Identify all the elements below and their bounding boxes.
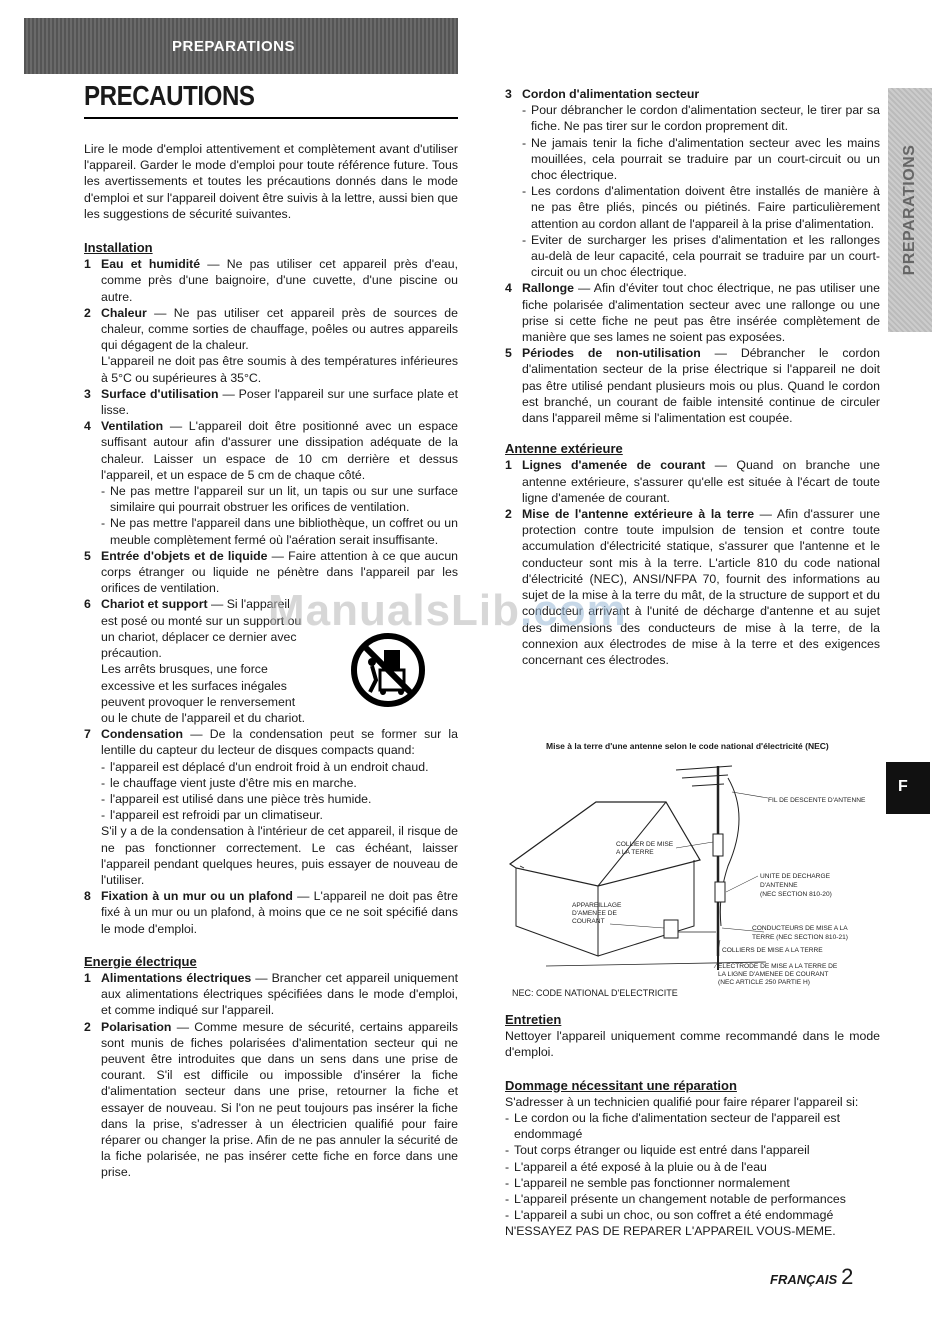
item-title: Chariot et support	[101, 597, 208, 612]
item-body	[101, 1019, 458, 1181]
page-title: PRECAUTIONS	[84, 80, 255, 111]
item-title: Alimentations électriques	[101, 970, 252, 985]
sub-text: l'appareil est déplacé d'un endroit froid à un endroit chaud.	[110, 759, 429, 774]
sub-item	[101, 759, 458, 775]
energie-heading: Energie électrique	[84, 953, 197, 969]
item-body	[101, 418, 458, 548]
sub-item	[101, 483, 458, 515]
sub-item	[101, 791, 458, 807]
item-number: 1	[84, 970, 91, 985]
label-app-2: D'AMENEE DE	[572, 910, 617, 917]
item-body	[522, 86, 880, 280]
label-app-3: COURANT	[572, 918, 605, 925]
item-body	[522, 457, 880, 506]
item-text: — Afin d'éviter tout choc électrique, ne pas utiliser une fiche polarisée d'alimentation secteur avec une rallonge ou une prise si cette fiche ne peut pas être insérée complètement de manière que ses lames ne soient pas exposées.	[522, 281, 880, 345]
watermark-text: ManualsLib	[268, 586, 521, 635]
item-number: 5	[505, 346, 512, 361]
item-number: 8	[84, 889, 91, 904]
item-text: — Faire attention à ce que aucun corps étranger ou liquide ne pénètre dans l'appareil par les orifices de ventilation.	[101, 548, 458, 596]
item-body	[101, 970, 458, 1019]
item-text: — Débrancher le cordon d'alimentation secteur de la prise électrique si l'appareil ne doit pas être utilisé pendant plusieurs mois ou plus. Quand le cordon est branché, un courant de faible intensité continue de circuler dans l'appareil même si l'alimentation est coupée.	[522, 346, 881, 426]
label-unit-3: (NEC SECTION 810-20)	[760, 891, 832, 898]
list-item	[84, 726, 458, 888]
item-title: Mise de l'antenne extérieure à la terre	[522, 507, 755, 522]
item-body	[101, 888, 458, 937]
label-app-1: APPAREILLAGE	[572, 902, 622, 909]
list-item	[84, 386, 458, 418]
installation-heading: Installation	[84, 240, 153, 256]
antenna-grounding-diagram	[506, 756, 866, 988]
nec-note: NEC: CODE NATIONAL D'ELECTRICITE	[512, 988, 678, 998]
item-extra: S'il y a de la condensation à l'intérieur de cet appareil, il risque de ne pas fonctionner correctement. Le cas échéant, laisser l'appareil pendant quelques heures, puis essayer de nouveau de l'utiliser.	[101, 824, 458, 887]
dommage-warning: N'ESSAYEZ PAS DE REPARER L'APPAREIL VOUS-MEME.	[505, 1224, 836, 1239]
sub-dash: -	[522, 232, 527, 247]
item-body	[522, 345, 880, 426]
sub-dash: -	[505, 1208, 510, 1223]
sub-dash: -	[101, 775, 106, 790]
entretien-text: Nettoyer l'appareil uniquement comme recommandé dans le mode d'emploi.	[505, 1029, 880, 1060]
label-elec-1: ELECTRODE DE MISE A LA TERRE DE	[718, 963, 838, 970]
sub-text: l'appareil est refroidi par un climatiseur.	[110, 808, 323, 823]
sub-item	[101, 807, 458, 823]
list-item	[505, 280, 880, 345]
watermark-domain: .com	[520, 586, 627, 635]
dommage-heading: Dommage nécessitant une réparation	[505, 1077, 737, 1093]
sub-dash: -	[101, 759, 106, 774]
item-number: 2	[84, 305, 91, 320]
label-cond-2: TERRE (NEC SECTION 810-21)	[752, 934, 848, 941]
list-item	[84, 256, 458, 305]
item-body	[101, 726, 458, 888]
label-clamps: COLLIERS DE MISE A LA TERRE	[722, 947, 823, 954]
sub-dash: -	[505, 1111, 510, 1126]
sub-dash: -	[101, 484, 106, 499]
item-body	[101, 256, 458, 305]
item-text: — Poser l'appareil sur une surface plate et lisse.	[101, 386, 459, 418]
item-text: — Brancher cet appareil uniquement aux alimentations électriques spécifiées dans le mode d'emploi, et comme indiqué sur l'appareil.	[101, 970, 458, 1018]
list-item	[505, 457, 880, 506]
antenne-list	[505, 457, 880, 668]
list-item	[84, 1019, 458, 1181]
sub-text: L'appareil a été exposé à la pluie ou à de l'eau	[514, 1159, 767, 1174]
sub-text: Le cordon ou la fiche d'alimentation secteur de l'appareil est endommagé	[514, 1111, 840, 1142]
item-text: — Ne pas utiliser cet appareil près d'eau, comme près d'une baignoire, d'une cuvette, d'une piscine ou autre.	[101, 257, 458, 304]
item-number: 3	[84, 386, 91, 401]
sub-text: Eviter de surcharger les prises d'alimentation et les rallonges au-delà de leur capacité, cela pourrait se traduire par un court-circuit ou un choc électrique.	[531, 232, 880, 280]
entretien-heading: Entretien	[505, 1012, 562, 1027]
item-extra: Les arrêts brusques, une force excessive et les surfaces inégales peuvent provoquer le renversement ou le chute de l'appareil et du chariot.	[101, 662, 306, 725]
sub-dash: -	[522, 184, 527, 199]
sub-text: Tout corps étranger ou liquide est entré dans l'appareil	[514, 1143, 810, 1158]
item-title: Cordon d'alimentation secteur	[522, 87, 700, 101]
item-number: 1	[84, 257, 91, 272]
item-text: — Quand on branche une antenne extérieure, s'assurer qu'elle est située à l'écart de toute ligne d'amenée de courant.	[522, 458, 880, 505]
item-text: — Afin d'assurer une protection contre toute impulsion de tension et contre toute accumulation d'électricité statique, s'assurer que l'antenne et le conducteur sont mis à la terre. L'article 810 du code national d'électricité (NEC), ANSI/NFPA 70, fournit des informations au sujet de la mise à la terre du mât, de la structure de support et du conducteur arrivant à l'unité de décharge d'antenne et au sujet des dimensions des conducteurs de mise à la terre, de la connexion aux électrodes de mise à la terre et des exigences concernant ces électrodes.	[522, 507, 880, 667]
item-title: Fixation à un mur ou un plafond	[101, 889, 293, 904]
sub-text: Ne jamais tenir la fiche d'alimentation secteur avec les mains mouillées, cela pourrait se traduire par un court-circuit ou un choc électrique.	[531, 135, 880, 183]
list-item	[505, 86, 880, 280]
item-number: 7	[84, 727, 91, 742]
item-body	[101, 305, 458, 386]
item-body	[101, 386, 458, 418]
list-item	[505, 1159, 880, 1175]
label-clamp-2: A LA TERRE	[616, 849, 654, 856]
item-number: 3	[505, 87, 512, 101]
sub-dash: -	[505, 1175, 510, 1190]
sub-text: L'appareil ne semble pas fonctionner normalement	[514, 1175, 790, 1190]
item-text: — Comme mesure de sécurité, certains appareils sont munis de fiches polarisées d'alimentation secteur qui ne peuvent être introduites que dans un sens dans une prise de courant. S'il est difficile ou impossible d'insérer la fiche d'alimentation secteur dans une prise, retourner la fiche et essayer de nouveau. Si l'on ne peut toujours pas insérer la fiche dans la prise, s'adresser à un électricien qualifié pour faire réparer ou changer la prise. Afin de ne pas annuler la sécurité de la fiche polarisée, ne pas insérer cette fiche en force dans une prise.	[101, 1019, 458, 1180]
label-elec-2: LA LIGNE D'AMENEE DE COURANT	[718, 971, 829, 978]
label-unit-2: D'ANTENNE	[760, 882, 798, 889]
sub-dash: -	[505, 1192, 510, 1207]
sub-dash: -	[522, 103, 527, 118]
item-text: — L'appareil ne doit pas être fixé à un mur ou un plafond, à moins que ce ne soit spécifié dans le mode d'emploi.	[101, 889, 458, 936]
energie-list-continued	[505, 86, 880, 426]
sub-dash: -	[522, 135, 527, 150]
list-item	[84, 888, 458, 937]
item-text: — L'appareil doit être positionné avec un espace suffisant autour afin d'assurer une dissipation adéquate de la chaleur. Laisser un espace de 10 cm derrière et dessus l'appareil, et un espace de 5 cm de chaque côté.	[101, 419, 458, 482]
section-header-label: PREPARATIONS	[172, 38, 295, 55]
sub-item	[101, 515, 458, 547]
energie-list	[84, 970, 458, 1181]
item-extra: L'appareil ne doit pas être soumis à des températures inférieures à 5°C ou supérieures à 35°C.	[101, 354, 458, 385]
item-number: 2	[84, 1019, 91, 1034]
sub-text: le chauffage vient juste d'être mis en marche.	[110, 775, 357, 790]
list-item	[505, 1110, 880, 1142]
item-title: Chaleur	[101, 305, 147, 320]
watermark	[268, 586, 627, 636]
sub-text: Pour débrancher le cordon d'alimentation secteur, le tirer par sa fiche. Ne pas tirer sur le cordon proprement dit.	[531, 103, 880, 134]
side-tab	[888, 88, 932, 332]
page-footer	[770, 1264, 853, 1290]
list-item	[84, 418, 458, 548]
sub-item	[522, 232, 880, 281]
item-title: Eau et humidité	[101, 257, 201, 272]
sub-dash: -	[101, 516, 106, 531]
sub-text: L'appareil présente un changement notable de performances	[514, 1192, 846, 1207]
item-number: 5	[84, 548, 91, 563]
item-title: Condensation	[101, 727, 183, 742]
dommage-list	[505, 1110, 880, 1223]
item-text: — De la condensation peut se former sur la lentille du capteur du lecteur de disques compacts quand:	[101, 727, 458, 758]
sub-dash: -	[101, 808, 106, 823]
item-number: 1	[505, 458, 512, 473]
sub-dash: -	[505, 1159, 510, 1174]
item-title: Rallonge	[522, 281, 574, 296]
item-title: Polarisation	[101, 1019, 172, 1034]
dommage-intro: S'adresser à un technicien qualifié pour faire réparer l'appareil si:	[505, 1094, 859, 1109]
list-item	[505, 1175, 880, 1191]
right-column	[505, 86, 880, 668]
label-cond-1: CONDUCTEURS DE MISE A LA	[752, 925, 848, 932]
side-tab-label: PREPARATIONS	[901, 144, 918, 276]
item-body	[522, 280, 880, 345]
sub-item	[522, 102, 880, 134]
list-item	[84, 970, 458, 1019]
section-header-bar	[24, 18, 458, 74]
antenne-heading: Antenne extérieure	[505, 441, 623, 457]
sub-item	[522, 135, 880, 184]
list-item	[505, 1191, 880, 1207]
list-item	[505, 1142, 880, 1158]
sub-text: L'appareil a subi un choc, ou son coffret a été endommagé	[514, 1208, 834, 1223]
item-number: 2	[505, 507, 512, 522]
list-item	[505, 1207, 880, 1223]
footer-language: FRANÇAIS	[770, 1272, 838, 1287]
label-unit-1: UNITE DE DECHARGE	[760, 873, 830, 880]
list-item	[84, 305, 458, 386]
sub-item	[522, 183, 880, 232]
sub-text: Ne pas mettre l'appareil dans une bibliothèque, un coffret ou un meuble complètement fermé où l'aération serait insuffisante.	[110, 516, 458, 547]
sub-item	[101, 775, 458, 791]
language-tab-letter: F	[898, 778, 908, 795]
item-number: 6	[84, 597, 91, 612]
language-tab	[886, 762, 930, 814]
right-column-lower	[505, 1012, 880, 1240]
sub-text: Ne pas mettre l'appareil sur un lit, un tapis ou sur une surface similaire qui pourrait obstruer les orifices de ventilation.	[110, 484, 458, 515]
page-number: 2	[841, 1264, 854, 1289]
label-lead-in: FIL DE DESCENTE D'ANTENNE	[768, 797, 866, 804]
sub-text: Les cordons d'alimentation doivent être installés de manière à ne pas être pliés, pincés ou piétinés. Faire particulièrement attention au cordon allant de l'appareil à la prise d'alimentation.	[531, 184, 880, 231]
item-number: 4	[84, 419, 91, 434]
item-text: — Si l'appareil est posé ou monté sur un support ou un chariot, déplacer ce dernier avec précaution.	[101, 597, 302, 661]
cart-warning-icon	[350, 632, 426, 708]
item-title: Ventilation	[101, 419, 164, 434]
item-title: Périodes de non-utilisation	[522, 346, 701, 361]
label-clamp-1: COLLIER DE MISE	[616, 841, 674, 848]
item-title: Surface d'utilisation	[101, 386, 219, 401]
list-item	[505, 345, 880, 426]
item-title: Entrée d'objets et de liquide	[101, 548, 268, 563]
sub-dash: -	[101, 791, 106, 806]
title-rule	[84, 117, 458, 119]
sub-dash: -	[505, 1143, 510, 1158]
diagram-caption: Mise à la terre d'une antenne selon le code national d'électricité (NEC)	[546, 741, 829, 751]
item-text: — Ne pas utiliser cet appareil près de sources de chaleur, comme sorties de chauffage, poêles ou autres appareils qui dégagent de la chaleur.	[101, 305, 458, 353]
intro-paragraph: Lire le mode d'emploi attentivement et complètement avant d'utiliser l'appareil. Garder le mode d'emploi pour toute référence future. Tous les avertissements et toutes les précautions donnés dans le mode d'emploi et sur l'appareil doivent être suivis à la lettre, aussi bien que les suggestions de sécurité suivantes.	[84, 142, 458, 221]
item-number: 4	[505, 281, 512, 296]
item-title: Lignes d'amenée de courant	[522, 458, 706, 473]
label-elec-3: (NEC ARTICLE 250 PARTIE H)	[718, 979, 810, 986]
sub-text: l'appareil est utilisé dans une pièce très humide.	[110, 791, 372, 806]
